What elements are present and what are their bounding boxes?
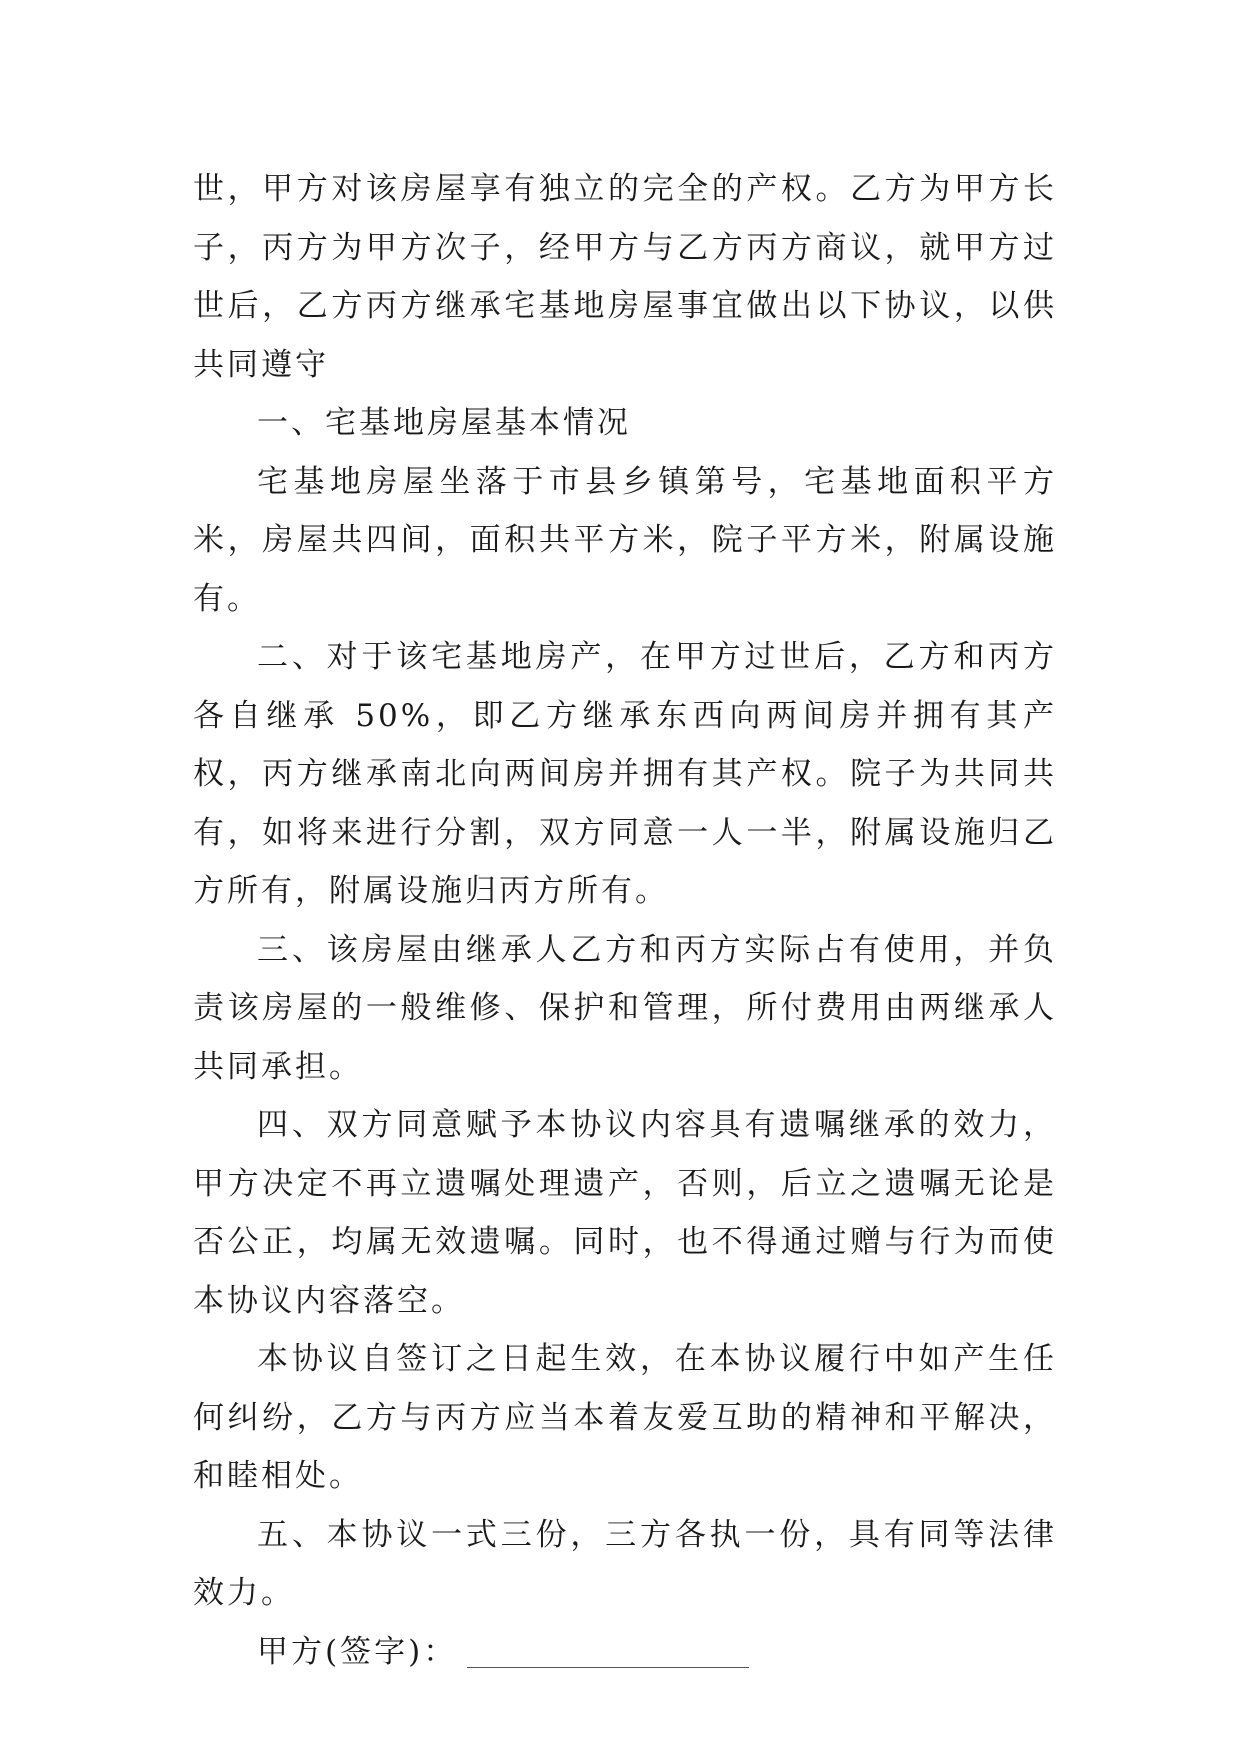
section-1-body: 宅基地房屋坐落于市县乡镇第号，宅基地面积平方米，房屋共四间，面积共平方米，院子平方米，附属设施有。 — [193, 463, 1057, 617]
party-a-signature-line — [193, 1623, 1057, 1682]
document-body — [193, 160, 1057, 1681]
signature-blank[interactable] — [467, 1631, 749, 1668]
section-2-paragraph: 二、对于该宅基地房产，在甲方过世后，乙方和丙方各自继承 50%，即乙方继承东西向两间房并拥有其产权，丙方继承南北向两间房并拥有其产权。院子为共同共有，如将来进行分割，双方同意一人一半，附属设施归乙方所有，附属设施归丙方所有。 — [193, 639, 1057, 909]
section-4-paragraph: 四、双方同意赋予本协议内容具有遗嘱继承的效力，甲方决定不再立遗嘱处理遗产，否则，后立之遗嘱无论是否公正，均属无效遗嘱。同时，也不得通过赠与行为而使本协议内容落空。 — [193, 1107, 1057, 1319]
party-a-signature-label: 甲方(签字)： — [257, 1633, 458, 1670]
effectiveness-paragraph: 本协议自签订之日起生效，在本协议履行中如产生任何纠纷，乙方与丙方应当本着友爱互助的精神和平解决，和睦相处。 — [193, 1341, 1057, 1494]
intro-paragraph: 世，甲方对该房屋享有独立的完全的产权。乙方为甲方长子，丙方为甲方次子，经甲方与乙方丙方商议，就甲方过世后，乙方丙方继承宅基地房屋事宜做出以下协议，以供共同遵守 — [193, 171, 1057, 383]
section-3-paragraph: 三、该房屋由继承人乙方和丙方实际占有使用，并负责该房屋的一般维修、保护和管理，所付费用由两继承人共同承担。 — [193, 931, 1057, 1085]
section-1-heading: 一、宅基地房屋基本情况 — [257, 405, 631, 441]
section-5-paragraph: 五、本协议一式三份，三方各执一份，具有同等法律效力。 — [193, 1516, 1057, 1611]
